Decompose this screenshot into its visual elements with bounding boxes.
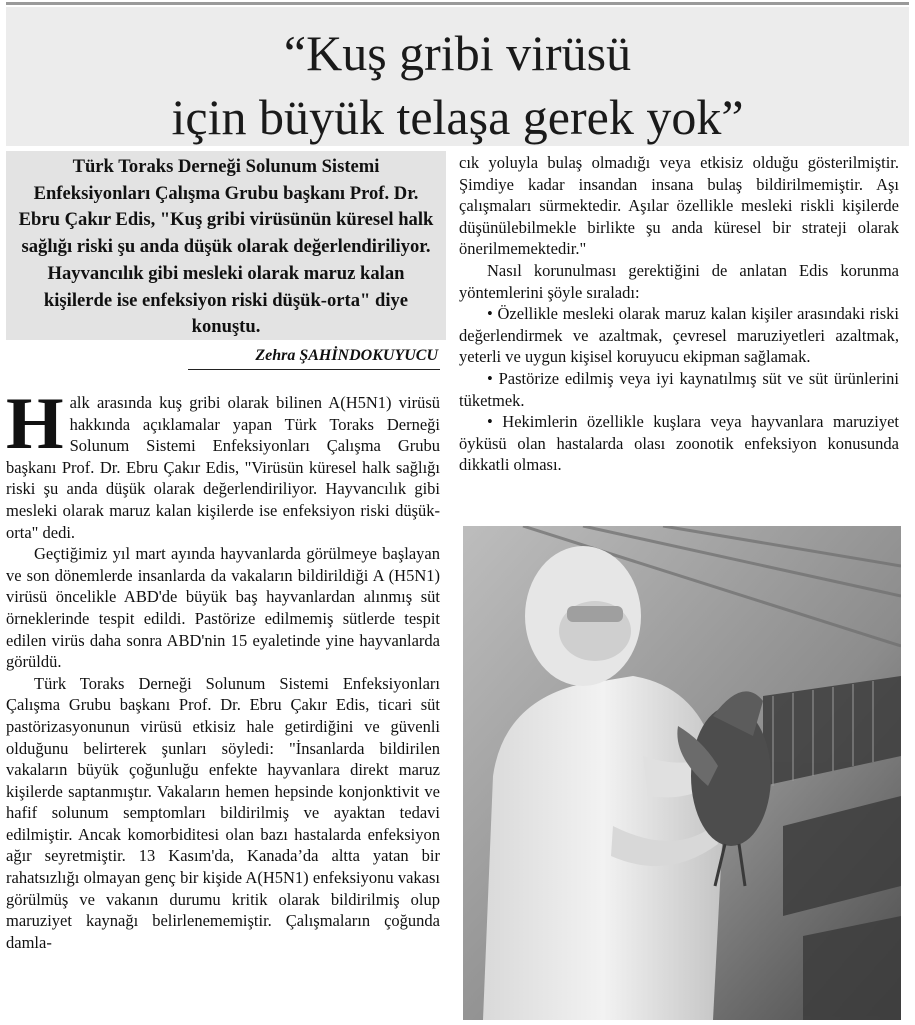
bullet-2: • Pastörize edilmiş veya iyi kaynatılmış süt ve süt ürünlerini tüketmek. — [459, 368, 899, 410]
article-photo — [463, 526, 901, 1020]
byline-rule — [188, 369, 440, 370]
headline-line-1: “Kuş gribi virüsü — [283, 25, 632, 81]
paragraph-1-text: alk arasında kuş gribi olarak bilinen A(H5N1) virüsü hakkında açıklamalar yapan Türk Toraks Derneği Solunum Sistemi Enfeksiyonları Çalışma Grubu başkanı Prof. Dr. Ebru Çakır Edis, "Virüsün küresel halk sağlığı riski şu anda düşük olarak değerlendiriliyor. Hayvancılık gibi mesleki olarak maruz kalan kişilerde ise enfeksiyon riski düşük-orta" dedi. — [6, 393, 440, 542]
drop-cap: H — [6, 383, 64, 465]
paragraph-1 — [6, 383, 440, 543]
paragraph-4: Nasıl korunulması gerektiğini de anlatan Edis korunma yöntemlerini şöyle sıraladı: — [459, 260, 899, 302]
article-column-right — [459, 152, 899, 476]
byline: Zehra ŞAHİNDOKUYUCU — [255, 347, 438, 364]
paragraph-3: Türk Toraks Derneği Solunum Sistemi Enfeksiyonları Çalışma Grubu başkanı Prof. Dr. Ebru Çakır Edis, ticari süt pastörizasyonunun virüsü etkisiz hale getirdiğini ve güvenli olduğunu belirterek şunları söyledi: "İnsanlarda bildirilen vakaların büyük çoğunluğu enfekte hayvanlara direkt maruz kişilerde saptanmıştır. Vakaların hemen hepsinde konjonktivit ve hafif solunum semptomları bildirilmiş ve ayaktan tedavi edilmiştir. Ancak komorbiditesi olan bazı hastalarda enfeksiyon ağır seyretmiştir. 13 Kasım'da, Kanada’da altta yatan bir rahatsızlığı olmayan genç bir kişide A(H5N1) enfeksiyonu vakası görülmüş ve vakanın durumu kritik olarak bildirilmiş olup maruziyet kaynağı belirlenememiştir. Çalışmaların çoğunda damla- — [6, 673, 440, 952]
deck-text: Türk Toraks Derneği Solunum Sistemi Enfeksiyonları Çalışma Grubu başkanı Prof. Dr. Ebru Çakır Edis, "Kuş gribi virüsünün küresel halk sağlığı riski şu anda düşük olarak değerlendiriliyor. Hayvancılık gibi mesleki olarak maruz kalan kişilerde ise enfeksiyon riski düşük-orta" diye konuştu. — [18, 156, 434, 338]
top-rule — [6, 2, 909, 5]
paragraph-3-continued: cık yoluyla bulaş olmadığı veya etkisiz olduğu gösterilmiştir. Şimdiye kadar insandan insana bulaş bildirilmemiştir. Aşı çalışmaları sürmektedir. Aşılar özellikle mesleki riskli kişilerde düşünülebilmekle birlikte şu anda küresel bir strateji olarak önerilmemektedir." — [459, 153, 899, 259]
deck-summary — [6, 151, 446, 340]
article-column-left — [6, 383, 440, 953]
bullet-3: • Hekimlerin özellikle kuşlara veya hayvanlara maruziyet öyküsü olan hastalarda olası zoonotik enfeksiyon konusunda dikkatli olması. — [459, 412, 899, 475]
bullet-1: • Özellikle mesleki olarak maruz kalan kişiler arasındaki riski değerlendirmek ve azaltmak, çevresel maruziyetleri azaltmak, yeterli ve uygun kişisel koruyucu ekipman sağlamak. — [459, 304, 899, 367]
photo-illustration — [463, 526, 901, 1020]
headline — [6, 7, 909, 146]
headline-line-2: için büyük telaşa gerek yok” — [171, 89, 744, 145]
paragraph-2: Geçtiğimiz yıl mart ayında hayvanlarda görülmeye başlayan ve son dönemlerde insanlarda da vakaların bildirildiği A (H5N1) virüsü öncelikle ABD'de büyük baş hayvanlardan alınmış süt örneklerinde tespit edildi. Pastörize edilmemiş sütlerde tespit edilen virüs daha sonra ABD'nin 15 eyaletinde yine hayvanlarda görüldü. — [6, 544, 440, 672]
